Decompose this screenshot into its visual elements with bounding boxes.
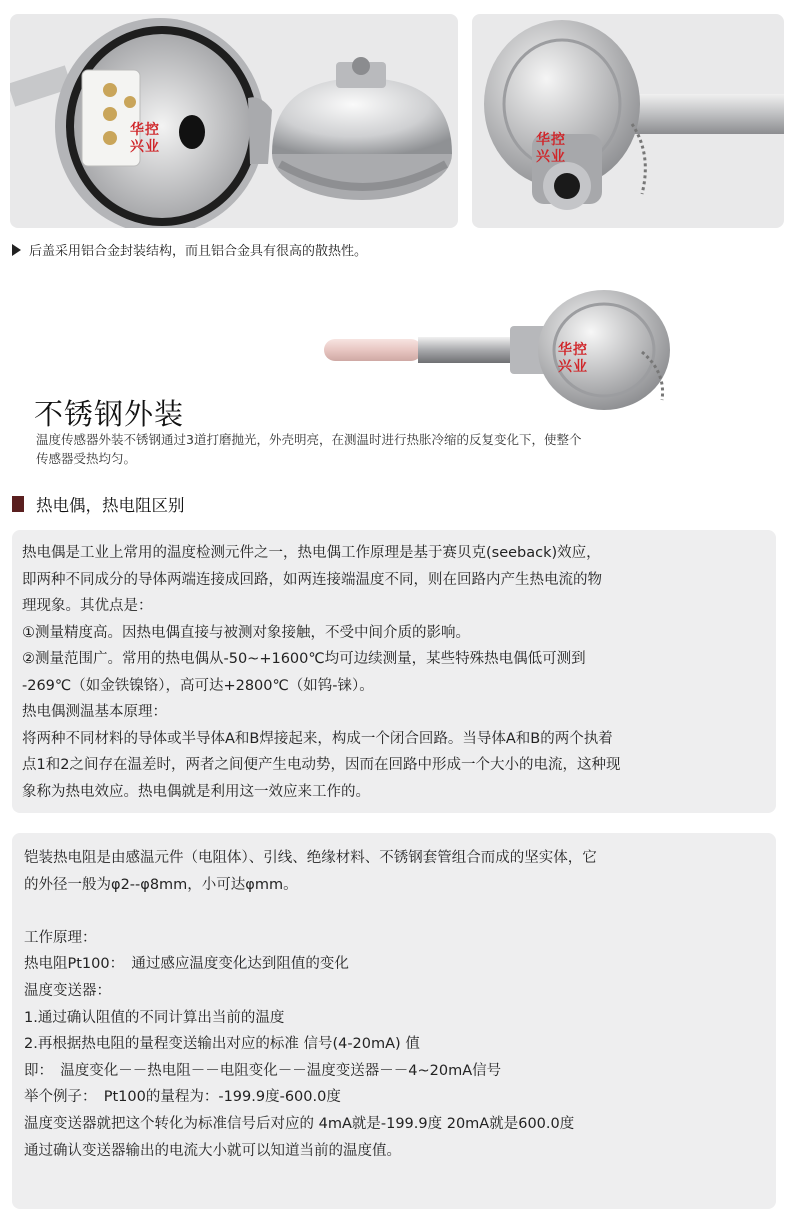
text-line: 将两种不同材料的导体或半导体A和B焊接起来，构成一个闭合回路。当导体A和B的两个执着 bbox=[22, 730, 613, 747]
thermocouple-illustration bbox=[322, 282, 688, 414]
text-line: 通过确认变送器输出的电流大小就可以知道当前的温度值。 bbox=[24, 1142, 401, 1159]
photo-open-head bbox=[10, 14, 458, 228]
text-line: 的外径一般为φ2--φ8mm，小可达φmm。 bbox=[24, 876, 298, 893]
text-line: 温度变送器就把这个转化为标准信号后对应的 4mA就是-199.9度 20mA就是600.0度 bbox=[24, 1115, 575, 1132]
watermark: 华控 兴业 bbox=[558, 342, 588, 375]
thermocouple-panel bbox=[12, 530, 776, 813]
text-line: 象称为热电效应。热电偶就是利用这一效应来工作的。 bbox=[22, 783, 370, 800]
text-line: 即： 温度变化－－热电阻－－电阻变化－－温度变送器－－4~20mA信号 bbox=[24, 1062, 502, 1079]
watermark: 华控 兴业 bbox=[536, 132, 566, 165]
caption-top: 后盖采用铝合金封装结构，而且铝合金具有很高的散热性。 bbox=[12, 240, 367, 259]
text-line: 理现象。其优点是： bbox=[22, 598, 153, 614]
text-line: 点1和2之间存在温差时，两者之间便产生电动势，因而在回路中形成一个大小的电流，这种现 bbox=[22, 757, 621, 773]
text-line: 工作原理： bbox=[24, 929, 97, 946]
feature-title: 不锈钢外装 bbox=[34, 397, 185, 431]
section-title: 热电偶，热电阻区别 bbox=[12, 492, 185, 516]
watermark: 华控 兴业 bbox=[130, 122, 160, 155]
text-line: ①测量精度高。因热电偶直接与被测对象接触，不受中间介质的影响。 bbox=[22, 624, 470, 641]
text-line: 热电阻Pt100： 通过感应温度变化达到阻值的变化 bbox=[24, 956, 349, 973]
text-line: ②测量范围广。常用的热电偶从-50~+1600℃均可边续测量，某些特殊热电偶低可测到 bbox=[22, 651, 586, 667]
text-line: 2.再根据热电阻的量程变送输出对应的标准 信号(4-20mA) 值 bbox=[24, 1036, 420, 1053]
text-line: 热电偶测温基本原理： bbox=[22, 704, 167, 720]
text-line: 温度变送器： bbox=[24, 982, 111, 999]
text-line: 举个例子： Pt100的量程为：-199.9度-600.0度 bbox=[24, 1089, 341, 1106]
text-line: 铠装热电阻是由感温元件（电阻体）、引线、绝缘材料、不锈钢套管组合而成的坚实体，它 bbox=[24, 850, 597, 866]
feature-description: 温度传感器外装不锈钢通过3道打磨抛光，外壳明亮，在测温时进行热胀冷缩的反复变化下，使整个 传感器受热均匀。 bbox=[36, 432, 582, 466]
blank-line bbox=[24, 898, 776, 925]
closed-head-illustration bbox=[472, 14, 784, 228]
section-marker-icon bbox=[12, 496, 24, 512]
photo-thermocouple bbox=[322, 282, 688, 414]
text-line: 1.通过确认阻值的不同计算出当前的温度 bbox=[24, 1009, 285, 1026]
text-line: 即两种不同成分的导体两端连接成回路，如两连接端温度不同，则在回路内产生热电流的物 bbox=[22, 571, 602, 588]
open-head-illustration bbox=[10, 14, 458, 228]
text-line: 热电偶是工业上常用的温度检测元件之一，热电偶工作原理是基于赛贝克(seeback)效应， bbox=[22, 545, 601, 561]
triangle-bullet-icon bbox=[12, 244, 21, 256]
rtd-panel bbox=[12, 833, 776, 1209]
photo-closed-head bbox=[472, 14, 784, 228]
text-line: -269℃（如金铁镍铬），高可达+2800℃（如钨-铼）。 bbox=[22, 677, 374, 694]
